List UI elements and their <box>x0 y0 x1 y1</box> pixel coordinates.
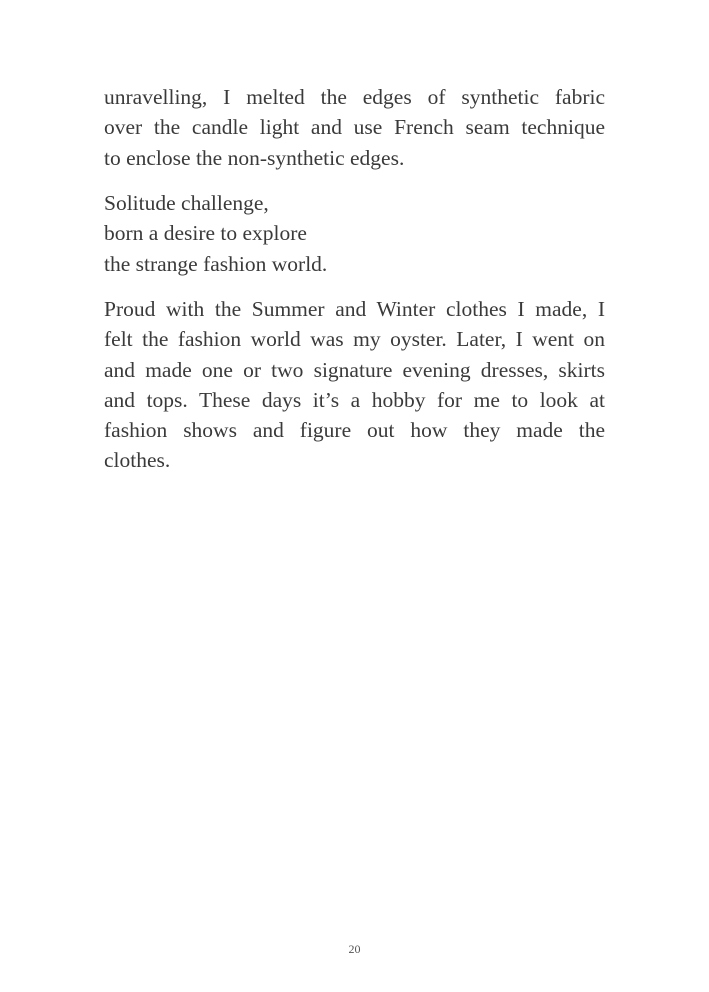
paragraph-unravelling <box>104 82 605 173</box>
page-number: 20 <box>348 942 361 956</box>
paragraph-line: to enclose the non-synthetic edges. <box>104 145 405 170</box>
paragraph-line: over the candle light and use French seam technique <box>104 115 605 140</box>
paragraph-line: and tops. These days it’s a hobby for me to look at <box>104 387 605 412</box>
paragraph-line: clothes. <box>104 448 171 473</box>
paragraph-line: Proud with the Summer and Winter clothes I made, I <box>104 297 605 321</box>
paragraph-line: felt the fashion world was my oyster. Later, I went on <box>104 327 605 352</box>
paragraph-line: and made one or two signature evening dresses, skirts <box>104 357 605 382</box>
paragraph-line: fashion shows and figure out how they made the <box>104 418 605 443</box>
paragraph-fashion <box>104 294 605 476</box>
poem-line: the strange fashion world. <box>104 251 328 276</box>
poem-stanza <box>104 188 605 279</box>
poem-line: Solitude challenge, <box>104 191 269 215</box>
paragraph-line: unravelling, I melted the edges of synthetic fabric <box>104 85 605 109</box>
poem-line: born a desire to explore <box>104 221 307 246</box>
